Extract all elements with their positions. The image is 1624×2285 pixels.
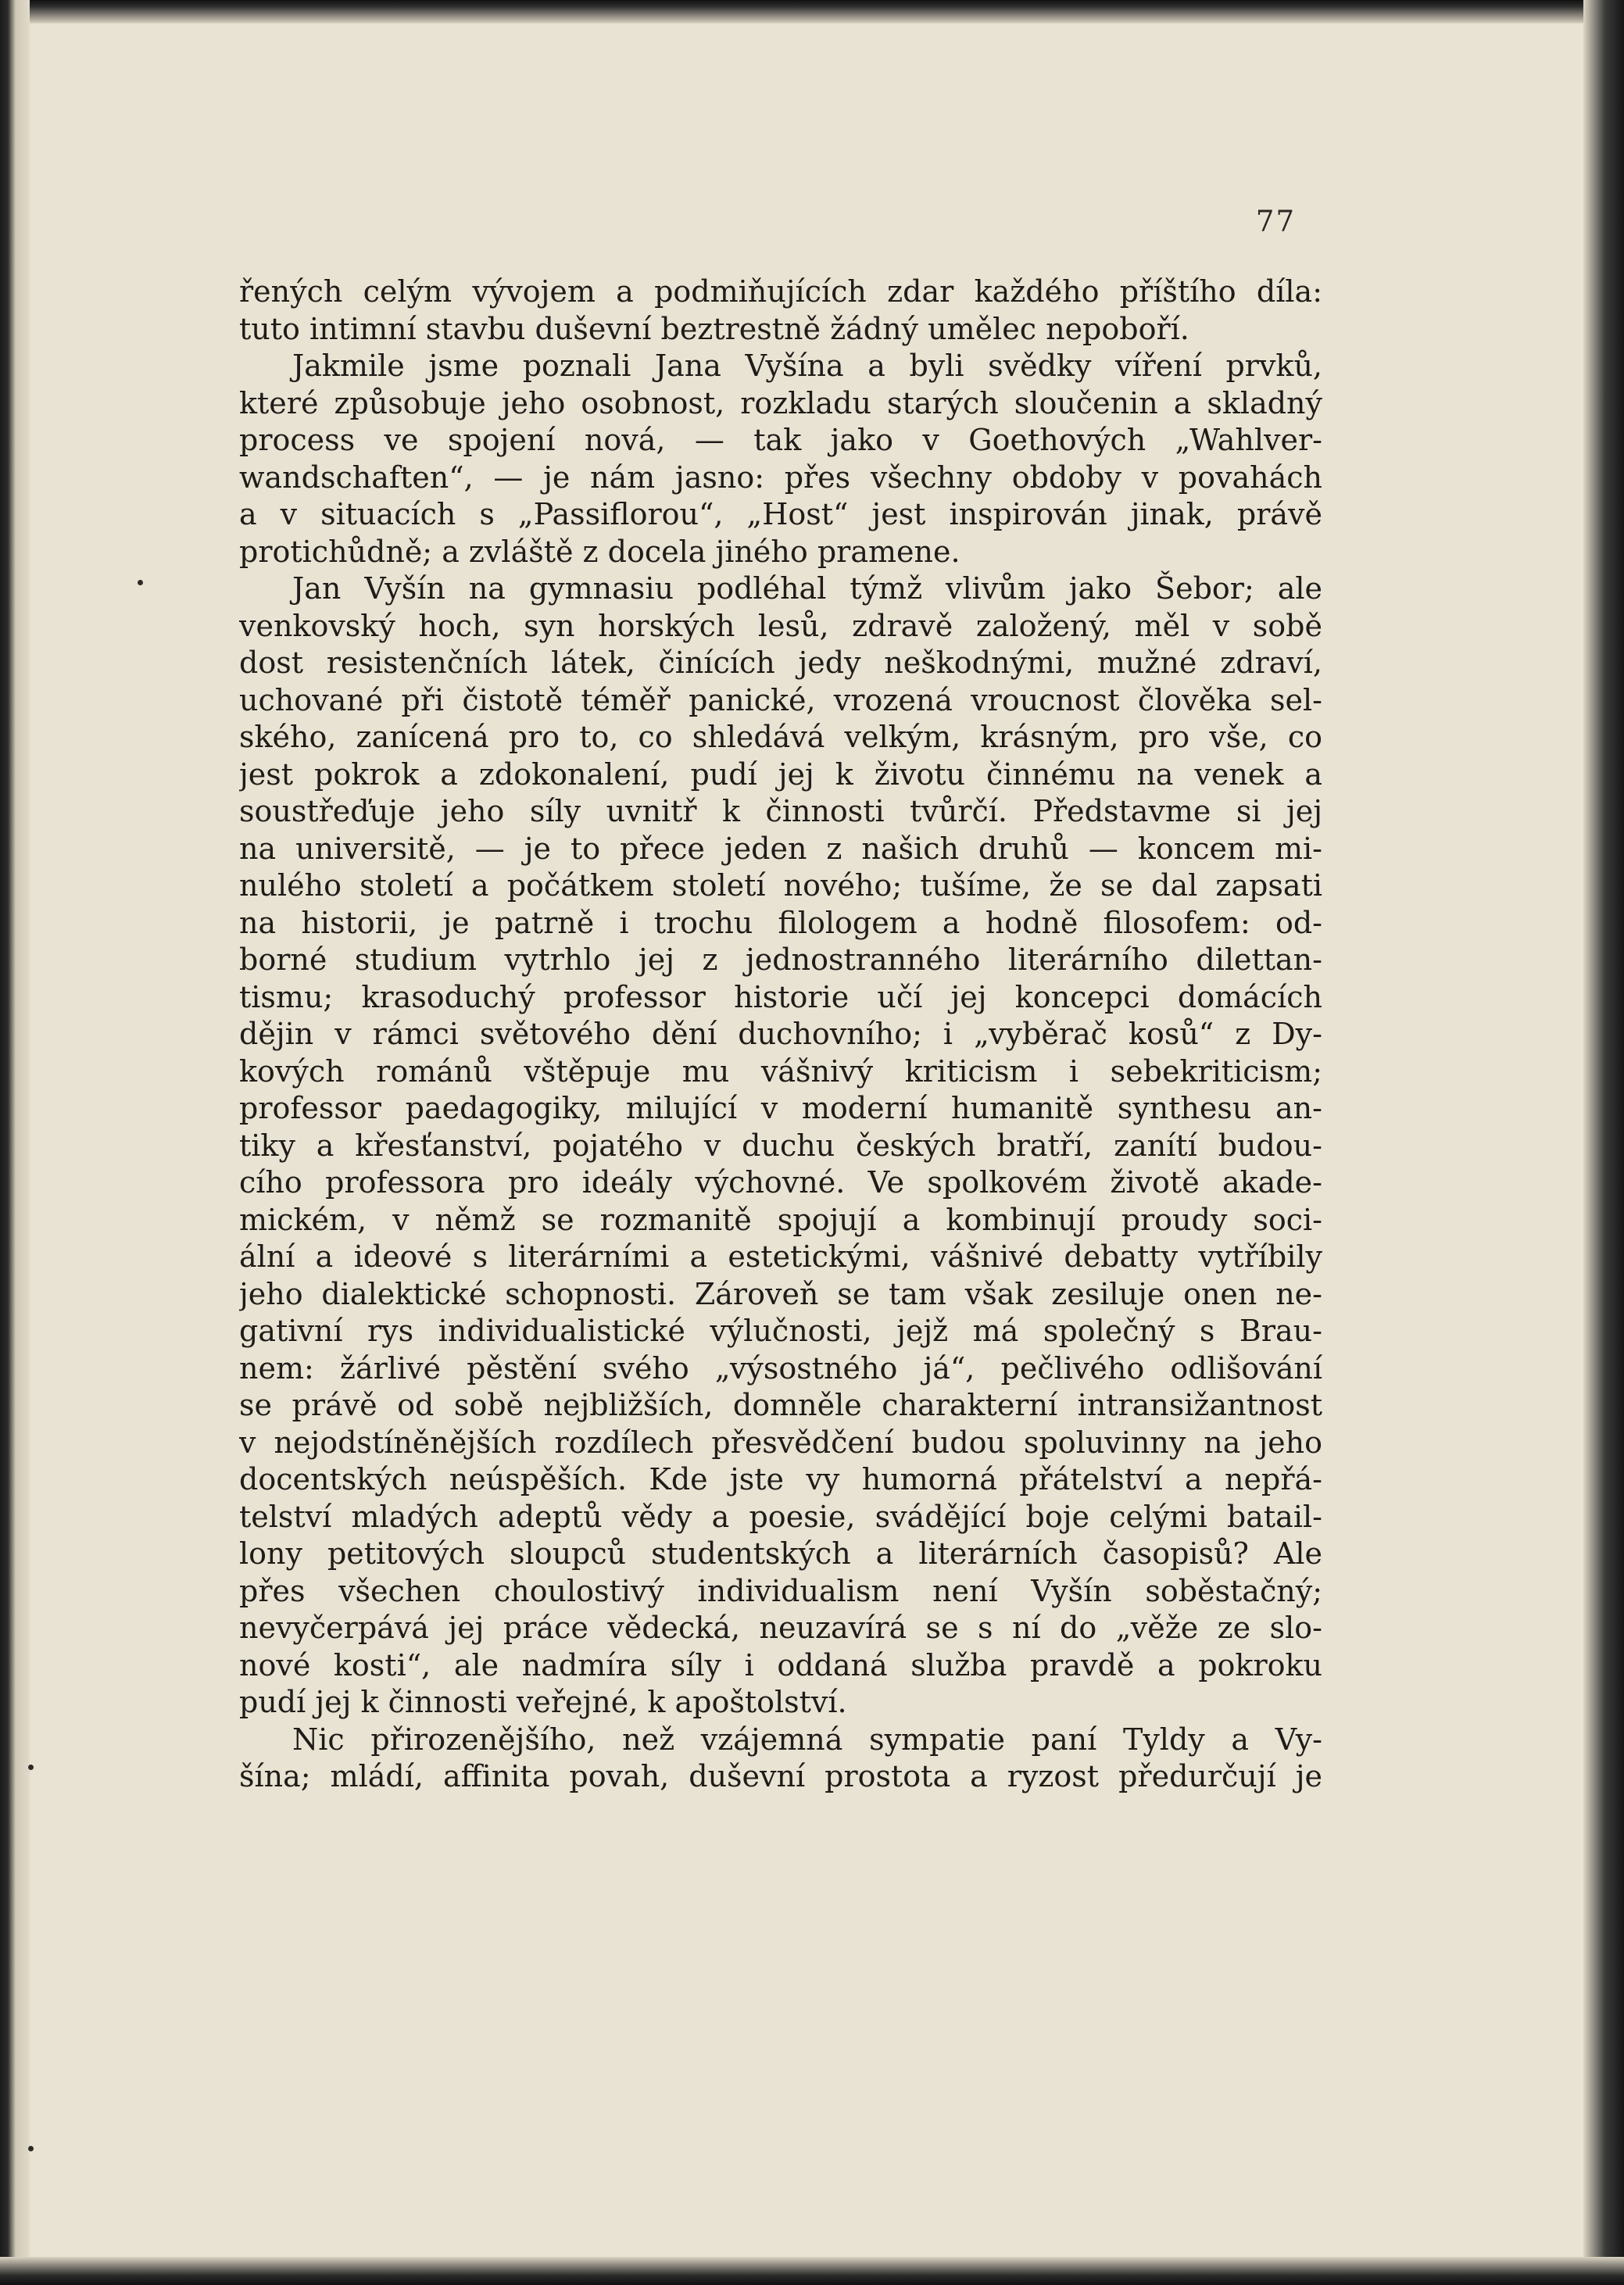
text-line: přes všechen choulostivý individualism není Vyšín soběstačný;: [239, 1573, 1322, 1608]
text-line: Jakmile jsme poznali Jana Vyšína a byli svědky víření prvků,: [292, 349, 1322, 383]
text-line: pudí jej k činnosti veřejné, k apoštolství.: [239, 1685, 847, 1719]
scan-border-right: [1583, 0, 1624, 2285]
text-line: borné studium vytrhlo jej z jednostranného literárního dilettan-: [239, 942, 1322, 977]
text-line: nem: žárlivé pěstění svého „výsostného já“, pečlivého odlišování: [239, 1350, 1322, 1386]
text-line: process ve spojení nová, — tak jako v Goethových „Wahlver-: [239, 423, 1322, 457]
text-line: lony petitových sloupců studentských a literárních časopisů? Ale: [239, 1536, 1322, 1571]
text-line: nové kosti“, ale nadmíra síly i oddaná služba pravdě a pokroku: [239, 1647, 1322, 1682]
text-line: a v situacích s „Passiflorou“, „Host“ jest inspirován jinak, právě: [239, 497, 1322, 531]
text-line: dějin v rámci světového dění duchovního; i „vyběrač kosů“ z Dy-: [239, 1017, 1322, 1051]
text-line: Nic přirozenějšího, než vzájemná sympatie paní Tyldy a Vy-: [292, 1722, 1322, 1757]
text-line: tismu; krasoduchý professor historie učí jej koncepci domácích: [239, 979, 1322, 1014]
margin-speck: [28, 2146, 34, 2151]
text-line: v nejodstíněnějších rozdílech přesvědčení budou spoluvinny na jeho: [239, 1425, 1322, 1460]
text-line: ského, zanícená pro to, co shledává velkým, krásným, pro vše, co: [239, 720, 1322, 754]
text-line: gativní rys individualistické výlučnosti, jejž má společný s Brau-: [239, 1314, 1322, 1348]
text-line: se právě od sobě nejbližších, domněle charakterní intransižantnost: [239, 1388, 1322, 1422]
text-line: ální a ideové s literárními a estetickými, vášnivé debatty vytříbily: [239, 1239, 1322, 1274]
text-line: nevyčerpává jej práce vědecká, neuzavírá se s ní do „věže ze slo-: [239, 1611, 1322, 1645]
text-line: telství mladých adeptů vědy a poesie, svádějící boje celými batail-: [239, 1499, 1322, 1534]
text-line: wandschaften“, — je nám jasno: přes všechny obdoby v povahách: [239, 460, 1322, 495]
text-line: kových románů vštěpuje mu vášnivý kriticism i sebekriticism;: [239, 1053, 1322, 1089]
text-line: professor paedagogiky, milující v moderní humanitě synthesu an-: [239, 1091, 1322, 1125]
text-line: mickém, v němž se rozmanitě spojují a kombinují proudy soci-: [239, 1202, 1322, 1237]
margin-speck: [138, 580, 143, 585]
scan-border-left: [0, 0, 30, 2285]
text-line: venkovský hoch, syn horských lesů, zdravě založený, měl v sobě: [239, 608, 1322, 643]
body-text: [239, 274, 1322, 1796]
text-line: protichůdně; a zvláště z docela jiného pramene.: [239, 534, 960, 569]
page-number: 77: [1255, 205, 1296, 238]
text-line: které způsobuje jeho osobnost, rozkladu starých sloučenin a skladný: [239, 385, 1322, 420]
text-line: dost resistenčních látek, činících jedy neškodnými, mužné zdraví,: [239, 645, 1322, 680]
text-line: jeho dialektické schopnosti. Zároveň se tam však zesiluje onen ne-: [239, 1276, 1322, 1311]
text-line: na universitě, — je to přece jeden z našich druhů — koncem mi-: [239, 831, 1322, 866]
text-line: tiky a křesťanství, pojatého v duchu českých bratří, zanítí budou-: [239, 1128, 1322, 1163]
text-line: Jan Vyšín na gymnasiu podléhal týmž vlivům jako Šebor; ale: [292, 571, 1322, 606]
text-line: řených celým vývojem a podmiňujících zdar každého příštího díla:: [239, 274, 1322, 309]
margin-speck: [28, 1765, 34, 1770]
text-line: tuto intimní stavbu duševní beztrestně žádný umělec nepoboří.: [239, 311, 1189, 346]
scan-border-top: [0, 0, 1624, 23]
scan-border-bottom: [0, 2257, 1624, 2285]
text-line: jest pokrok a zdokonalení, pudí jej k životu činnému na venek a: [239, 756, 1322, 792]
text-line: na historii, je patrně i trochu filologem a hodně filosofem: od-: [239, 905, 1322, 940]
text-line: cího professora pro ideály výchovné. Ve spolkovém životě akade-: [239, 1165, 1322, 1200]
text-line: uchované při čistotě téměř panické, vrozená vroucnost člověka sel-: [239, 682, 1322, 717]
text-line: šína; mládí, affinita povah, duševní prostota a ryzost předurčují je: [239, 1759, 1322, 1793]
text-line: docentských neúspěších. Kde jste vy humorná přátelství a nepřá-: [239, 1462, 1322, 1497]
text-line: nulého století a počátkem století nového; tušíme, že se dal zapsati: [239, 868, 1322, 903]
text-line: soustřeďuje jeho síly uvnitř k činnosti tvůrčí. Představme si jej: [239, 794, 1322, 828]
